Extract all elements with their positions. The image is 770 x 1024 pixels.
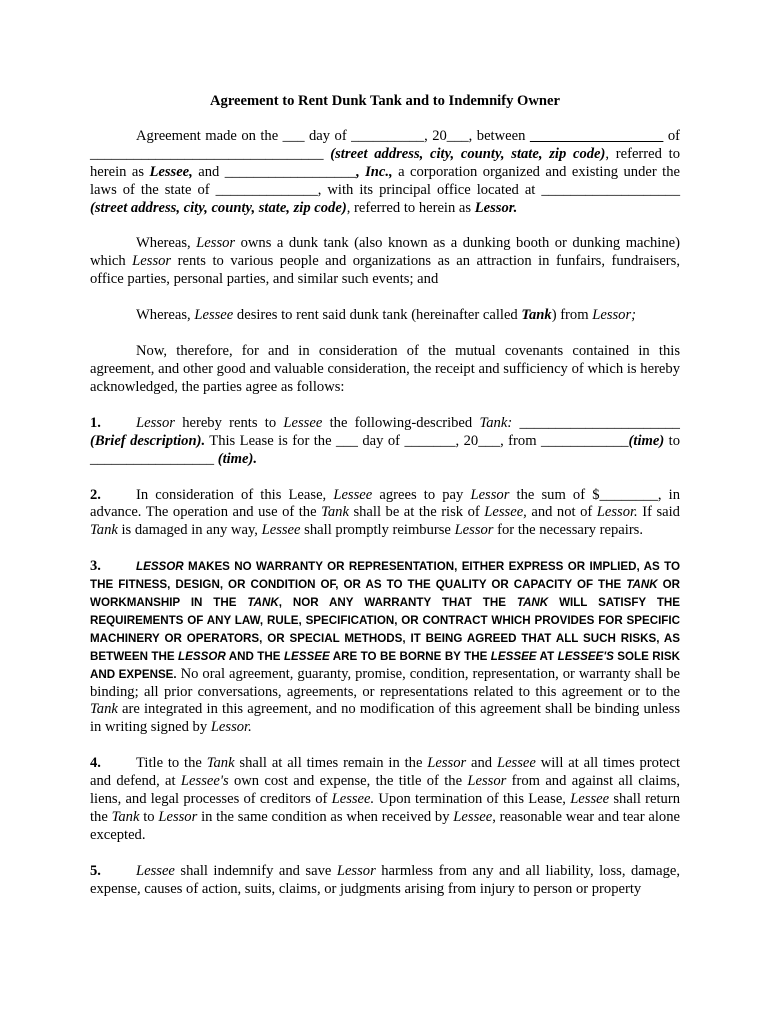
section-number: 1. (90, 414, 101, 431)
document-body (90, 93, 680, 917)
document-title: Agreement to Rent Dunk Tank and to Indemnify Owner (209, 93, 561, 109)
section-3: 3. LESSOR MAKES NO WARRANTY OR REPRESENTATION, EITHER EXPRESS OR IMPLIED, AS TO THE FITNESS, DESIGN, OR CONDITION OF, OR AS TO THE QUALITY OR CAPACITY OF THE TANK OR WORKMANSHIP IN THE TANK, NOR ANY WARRANTY THAT THE TANK WILL SATISFY THE REQUIREMENTS OF ANY LAW, RULE, SPECIFICATION, OR CONTRACT WHICH PROVIDES FOR SPECIFIC MACHINERY OR OPERATORS, OR SPECIAL METHODS, IT BEING AGREED THAT ALL SUCH RISKS, AS BETWEEN THE LESSOR AND THE LESSEE ARE TO BE BORNE BY THE LESSEE AT LESSEE'S SOLE RISK AND EXPENSE. No oral agreement, guaranty, promise, condition, representation, or warranty shall be binding; all prior conversations, agreements, or representations related to this agreement or to the Tank are integrated in this agreement, and no modification of this agreement shall be binding unless in writing signed by Lessor. (90, 558, 681, 736)
now-therefore-paragraph: Now, therefore, for and in consideration of the mutual covenants contained in this agreement, and other good and valuable consideration, the receipt and sufficiency of which is hereby acknowledged, the parties agree as follows: (90, 343, 680, 395)
section-number: 4. (90, 755, 101, 772)
whereas-paragraph-2: Whereas, Lessee desires to rent said dunk tank (hereinafter called Tank) from Lessor; (136, 307, 637, 324)
section-2: 2. In consideration of this Lease, Lessee agrees to pay Lessor the sum of $________, in advance. The operation and use of the Tank shall be at the risk of Lessee, and not of Lessor. If said Tank is damaged in any way, Lessee shall promptly reimburse Lessor for the necessary repairs. (90, 486, 681, 539)
intro-paragraph: Agreement made on the ___ day of __________, 20___, between of ________________________________ (street address, city, county, state, zip code), referred to herein as Lessee, and __________________, Inc., a corporation organized and existing under the laws of the state of ______________, with its principal office located at ___________________ (street address, city, county, state, zip code), referred to herein as Lessor. (90, 127, 681, 216)
between-party-blank (530, 128, 664, 144)
section-5: 5. Lessee shall indemnify and save Lessor harmless from any and all liability, loss, damage, expense, causes of action, suits, claims, or judgments arising from injury to person or property (90, 862, 680, 897)
section-4: 4. Title to the Tank shall at all times remain in the Lessor and Lessee will at all times protect and defend, at Lessee's own cost and expense, the title of the Lessor from and against all claims, liens, and legal processes of creditors of Lessee. Upon termination of this Lease, Lessee shall return the Tank to Lessor in the same condition as when received by Lessee, reasonable wear and tear alone excepted. (90, 755, 681, 843)
section-number: 5. (90, 862, 101, 879)
warranty-disclaimer: LESSOR MAKES NO WARRANTY OR REPRESENTATION, EITHER EXPRESS OR IMPLIED, AS TO THE FITNESS, DESIGN, OR CONDITION OF, OR AS TO THE QUALITY OR CAPACITY OF THE TANK OR WORKMANSHIP IN THE TANK, NOR ANY WARRANTY THAT THE TANK WILL SATISFY THE REQUIREMENTS OF ANY LAW, RULE, SPECIFICATION, OR CONTRACT WHICH PROVIDES FOR SPECIFIC MACHINERY OR OPERATORS, OR SPECIAL METHODS, IT BEING AGREED THAT ALL SUCH RISKS, AS BETWEEN THE LESSOR AND THE LESSEE ARE TO BE BORNE BY THE LESSEE AT LESSEE'S SOLE RISK AND EXPENSE. (90, 560, 681, 681)
section-number: 2. (90, 486, 101, 503)
whereas-paragraph-1: Whereas, Lessor owns a dunk tank (also known as a dunking booth or dunking machine) which Lessor rents to various people and organizations as an attraction in funfairs, fundraisers, office parties, personal parties, and similar such events; and (90, 235, 680, 288)
section-number: 3. (90, 558, 101, 575)
section-1: 1. Lessor hereby rents to Lessee the following-described Tank: ______________________ (Brief description). This Lease is for the ___ day of _______, 20___, from ____________(time) to _________________ (time). (90, 414, 681, 467)
